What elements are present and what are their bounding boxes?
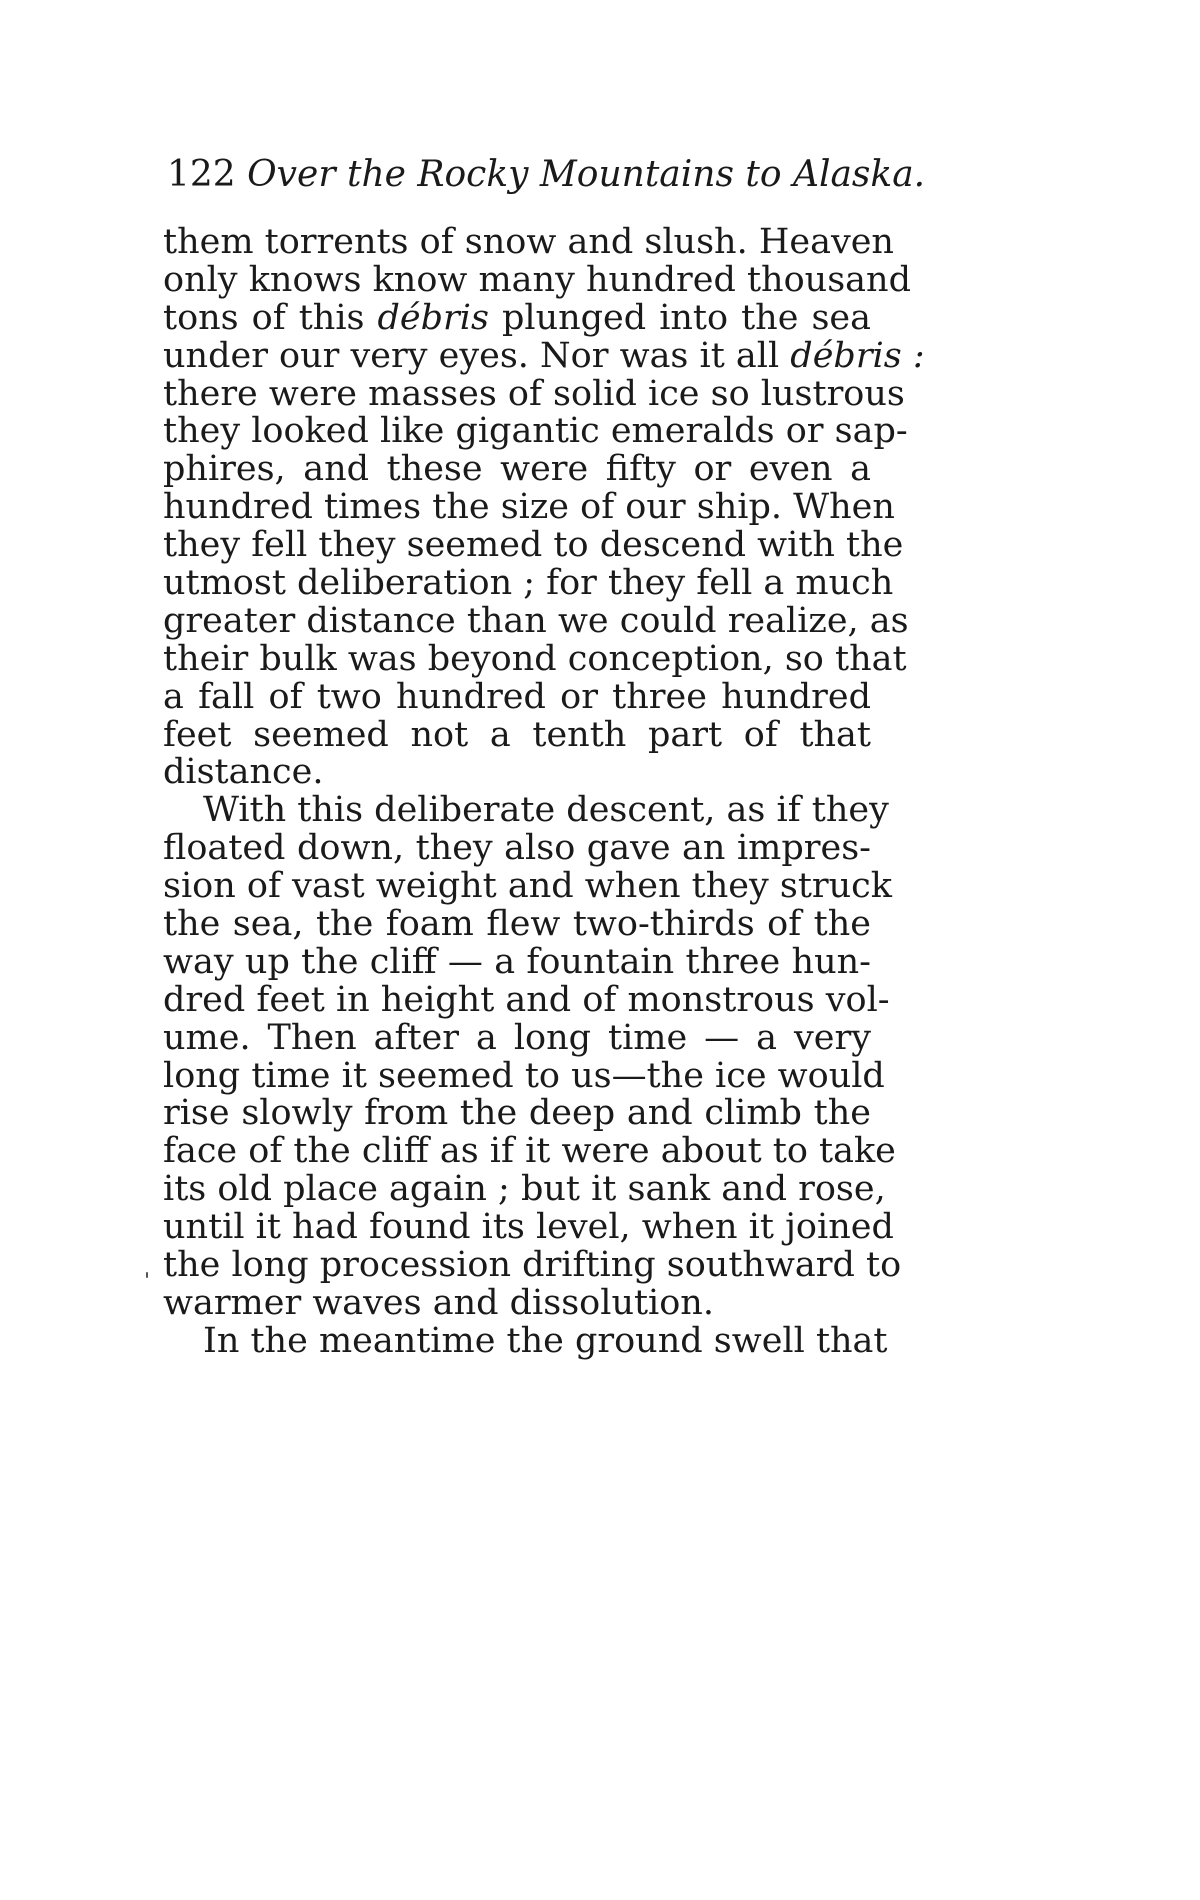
text-line: greater distance than we could realize, as bbox=[163, 600, 909, 641]
text-line: way up the cliff — a fountain three hun- bbox=[163, 941, 871, 982]
text-line: warmer waves and dissolution. bbox=[163, 1282, 714, 1323]
book-title: Over the Rocky Mountains to Alaska. bbox=[247, 154, 926, 195]
paragraph-start-line: With this deliberate descent, as if they bbox=[203, 790, 889, 831]
paragraph-start-line: In the meantime the ground swell that bbox=[203, 1320, 888, 1361]
text-line: until it had found its level, when it joined bbox=[163, 1207, 894, 1248]
running-head bbox=[167, 153, 926, 197]
text-line: sion of vast weight and when they struck bbox=[163, 866, 892, 907]
text-line: the sea, the foam flew two-thirds of the bbox=[163, 904, 871, 945]
text-line: distance. bbox=[163, 752, 324, 793]
text-line: ume. Then after a long time — a very bbox=[163, 1017, 871, 1058]
text-line: phires, and these were fifty or even a bbox=[163, 449, 871, 490]
text-line: utmost deliberation ; for they fell a much bbox=[163, 563, 894, 604]
text-line: rise slowly from the deep and climb the bbox=[163, 1093, 871, 1134]
text-line: a fall of two hundred or three hundred bbox=[163, 676, 871, 717]
text-line: long time it seemed to us—the ice would bbox=[163, 1055, 885, 1096]
text-line: floated down, they also gave an impres- bbox=[163, 828, 871, 869]
paper-speck bbox=[146, 1272, 148, 1278]
page-number: 122 bbox=[167, 154, 236, 195]
text-line: hundred times the size of our ship. When bbox=[163, 487, 895, 528]
text-line: its old place again ; but it sank and rose, bbox=[163, 1169, 886, 1210]
text-line: they looked like gigantic emeralds or sap- bbox=[163, 411, 908, 452]
text-line: tons of this débris plunged into the sea bbox=[163, 297, 871, 338]
text-line: under our very eyes. Nor was it all débris : bbox=[163, 335, 925, 376]
text-line: them torrents of snow and slush. Heaven bbox=[163, 222, 894, 262]
text-line: feet seemed not a tenth part of that bbox=[163, 714, 871, 755]
text-line: their bulk was beyond conception, so that bbox=[163, 638, 907, 679]
text-line: face of the cliff as if it were about to take bbox=[163, 1131, 896, 1172]
text-line: only knows know many hundred thousand bbox=[163, 259, 911, 300]
text-line: dred feet in height and of monstrous vol- bbox=[163, 979, 890, 1020]
text-line: they fell they seemed to descend with the bbox=[163, 525, 904, 566]
text-line: there were masses of solid ice so lustrous bbox=[163, 373, 905, 414]
text-line: the long procession drifting southward to bbox=[163, 1245, 902, 1286]
body-text bbox=[163, 222, 925, 1361]
